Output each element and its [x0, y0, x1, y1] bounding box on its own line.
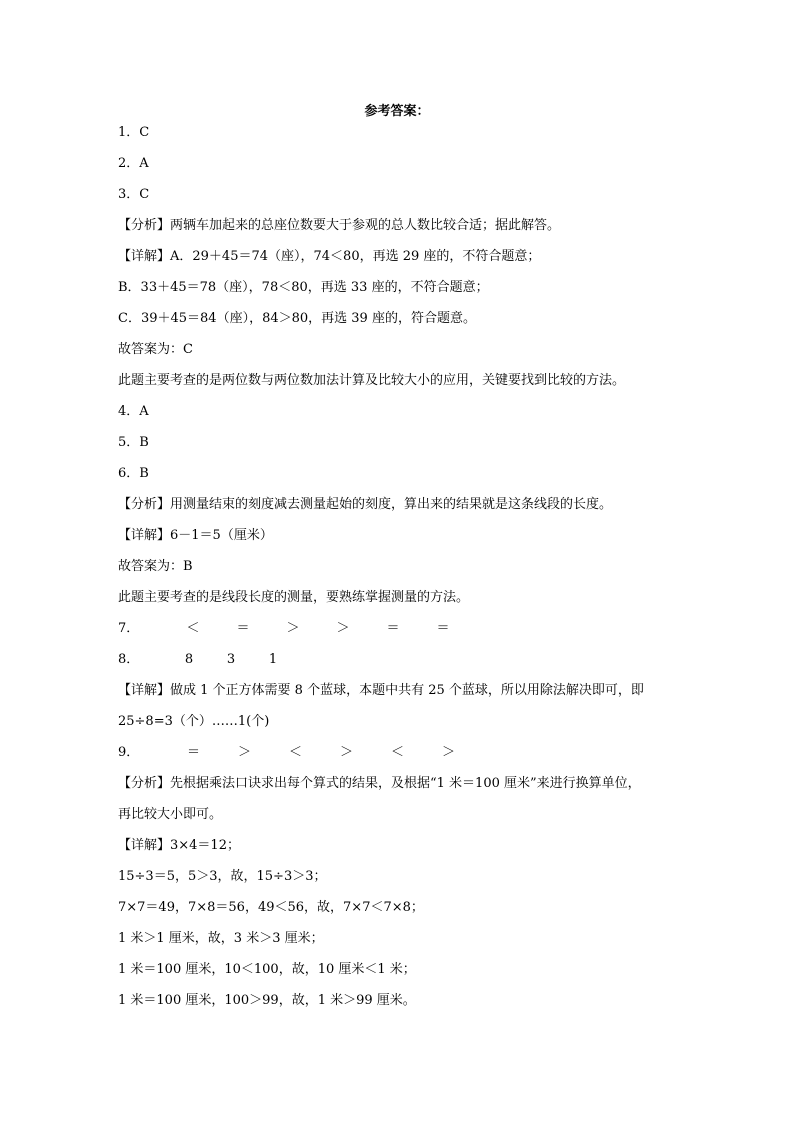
answer-symbol: ＞ [339, 745, 353, 760]
analysis-9-a: 【分析】先根据乘法口诀求出每个算式的结果，及根据“1 米＝100 厘米”来进行换算单位， [118, 776, 641, 791]
detail-9-e: 1 米＝100 厘米，10＜100，故，10 厘米＜1 米； [118, 962, 416, 977]
answer-2: 2．A [118, 156, 149, 171]
analysis-3: 【分析】两辆车加起来的总座位数要大于参观的总人数比较合适；据此解答。 [118, 218, 561, 233]
summary-3: 此题主要考查的是两位数与两位数加法计算及比较大小的应用，关键要找到比较的方法。 [118, 373, 626, 388]
question-number: 7． [118, 621, 140, 636]
detail-9-d: 1 米＞1 厘米，故，3 米＞3 厘米； [118, 931, 324, 946]
question-number: 9． [118, 745, 140, 760]
answer-symbol: ＜ [186, 621, 200, 636]
answer-9 [118, 743, 688, 774]
conclusion-3: 故答案为：C [118, 342, 193, 357]
answer-symbol: ＜ [390, 745, 404, 760]
answer-symbol: ＞ [441, 745, 455, 760]
answer-3: 3．C [118, 187, 150, 202]
detail-8-a: 【详解】做成 1 个正方体需要 8 个蓝球，本题中共有 25 个蓝球，所以用除法解决即可，即 [118, 683, 644, 698]
detail-9-f: 1 米＝100 厘米，100＞99，故，1 米＞99 厘米。 [118, 993, 416, 1008]
answer-value: 8 [184, 652, 194, 667]
answer-list [118, 123, 688, 1022]
answer-symbol: ＝ [436, 621, 450, 636]
summary-6: 此题主要考查的是线段长度的测量，要熟练掌握测量的方法。 [118, 590, 470, 605]
detail-3-b: B．33＋45＝78（座），78＜80，再选 33 座的，不符合题意； [118, 280, 489, 295]
answer-8 [118, 650, 688, 681]
detail-9-a: 【详解】3×4＝12； [118, 838, 240, 853]
answer-value: 1 [268, 652, 278, 667]
detail-8-b: 25÷8=3（个）……1(个) [118, 714, 270, 729]
analysis-6: 【分析】用测量结束的刻度减去测量起始的刻度，算出来的结果就是这条线段的长度。 [118, 497, 613, 512]
detail-6: 【详解】6－1＝5（厘米） [118, 528, 273, 543]
answer-1: 1．C [118, 125, 150, 140]
detail-9-b: 15÷3＝5，5＞3，故，15÷3＞3； [118, 869, 327, 884]
conclusion-6: 故答案为：B [118, 559, 193, 574]
detail-9-c: 7×7＝49，7×8＝56，49＜56，故，7×7＜7×8； [118, 900, 424, 915]
answer-value: 3 [226, 652, 236, 667]
page-title: 参考答案： [364, 104, 430, 119]
answer-7 [118, 619, 688, 650]
answer-4: 4．A [118, 404, 149, 419]
detail-3-c: C．39＋45＝84（座），84＞80，再选 39 座的，符合题意。 [118, 311, 476, 326]
question-number: 8． [118, 652, 140, 667]
answer-symbol: ＜ [288, 745, 302, 760]
answer-symbol: ＝ [236, 621, 250, 636]
answer-5: 5．B [118, 435, 149, 450]
answer-symbol: ＞ [237, 745, 251, 760]
analysis-9-b: 再比较大小即可。 [118, 807, 223, 822]
answer-6: 6．B [118, 466, 149, 481]
answer-symbol: ＝ [386, 621, 400, 636]
answer-symbol: ＝ [186, 745, 200, 760]
answer-symbol: ＞ [286, 621, 300, 636]
answer-symbol: ＞ [336, 621, 350, 636]
detail-3-a: 【详解】A．29＋45＝74（座），74＜80，再选 29 座的，不符合题意； [118, 249, 541, 264]
